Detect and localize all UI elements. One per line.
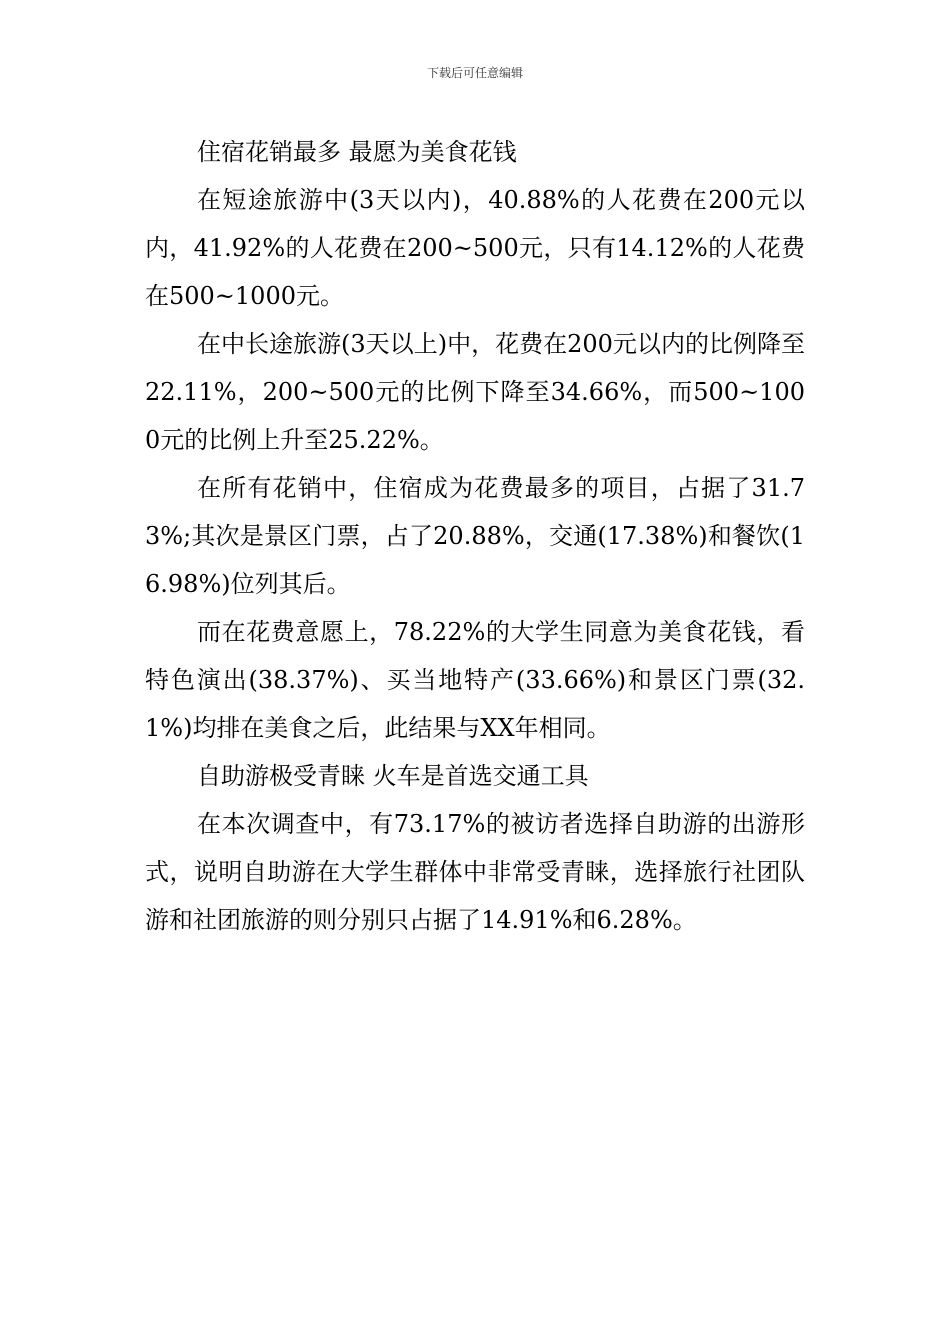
paragraph-spending-willingness: 而在花费意愿上，78.22%的大学生同意为美食花钱，看特色演出(38.37%)、买当地特产(33.66%)和景区门票(32.1%)均排在美食之后，此结果与XX年相同。 — [145, 618, 805, 742]
page-header-note: 下载后可任意编辑 — [426, 66, 523, 80]
paragraph-short-trip-spending: 在短途旅游中(3天以内)，40.88%的人花费在200元以内，41.92%的人花费在200~500元，只有14.12%的人花费在500~1000元。 — [145, 186, 805, 310]
document-body — [145, 128, 805, 944]
section-heading-spending: 住宿花销最多 最愿为美食花钱 — [197, 138, 517, 166]
paragraph-self-guided-travel: 在本次调查中，有73.17%的被访者选择自助游的出游形式，说明自助游在大学生群体中非常受青睐，选择旅行社团队游和社团旅游的则分别只占据了14.91%和6.28%。 — [145, 810, 805, 934]
section-heading-self-guided: 自助游极受青睐 火车是首选交通工具 — [197, 762, 589, 790]
paragraph-spending-categories: 在所有花销中，住宿成为花费最多的项目，占据了31.73%;其次是景区门票，占了20.88%，交通(17.38%)和餐饮(16.98%)位列其后。 — [145, 474, 805, 598]
paragraph-long-trip-spending: 在中长途旅游(3天以上)中，花费在200元以内的比例降至22.11%，200~500元的比例下降至34.66%，而500~1000元的比例上升至25.22%。 — [145, 330, 805, 454]
